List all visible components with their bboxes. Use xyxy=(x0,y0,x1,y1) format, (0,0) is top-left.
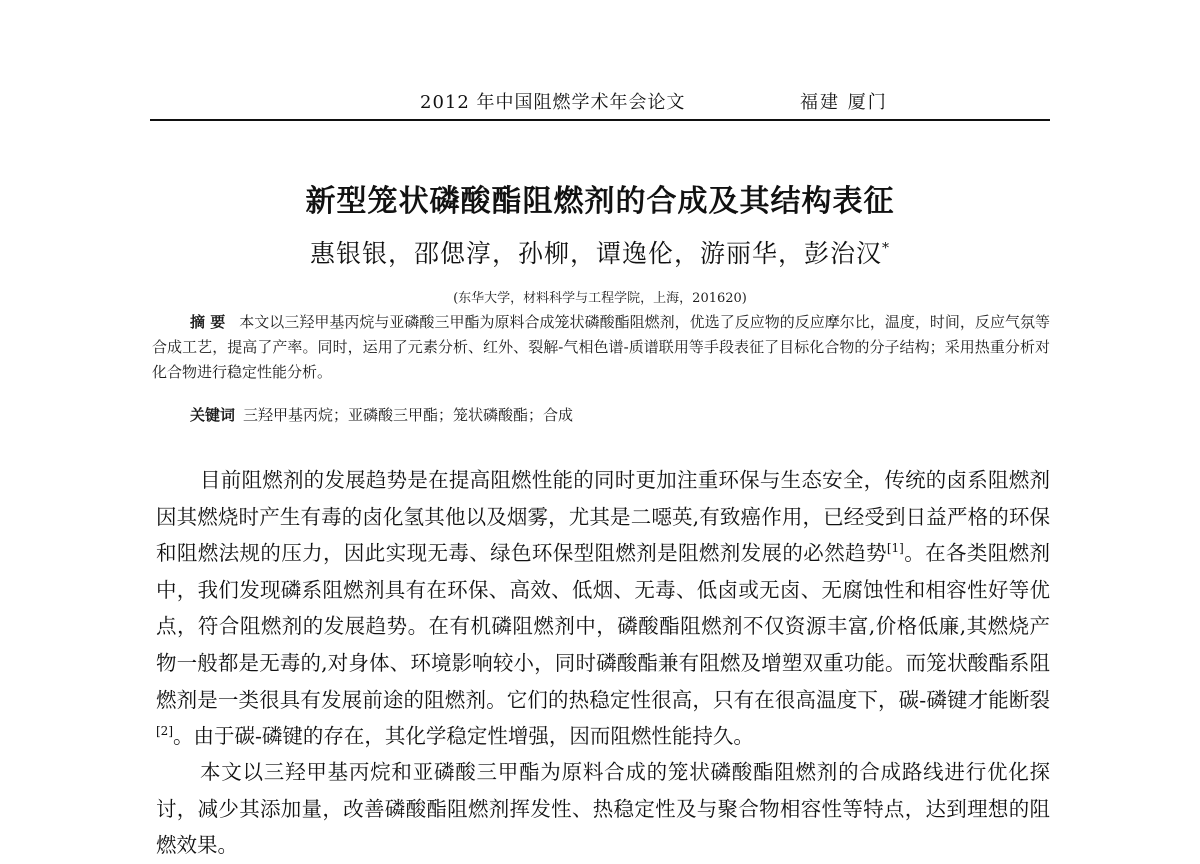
citation-2: [2] xyxy=(156,724,173,739)
body-paragraph-1-part-b: 。在各类阻燃剂中，我们发现磷系阻燃剂具有在环保、高效、低烟、无毒、低卤或无卤、无腐蚀性和相容性好等优点，符合阻燃剂的发展趋势。在有机磷阻燃剂中，磷酸酯阻燃剂不仅资源丰富,价格低廉,其燃烧产物一般都是无毒的,对身体、环境影响较小，同时磷酸酯兼有阻燃及增塑双重功能。而笼状酸酯系阻燃剂是一类很具有发展前途的阻燃剂。它们的热稳定性很高，只有在很高温度下，碳-磷键才能断裂 xyxy=(156,541,1051,712)
keywords-label: 关键词 xyxy=(190,406,236,424)
body-paragraph-2: 本文以三羟甲基丙烷和亚磷酸三甲酯为原料合成的笼状磷酸酯阻燃剂的合成路线进行优化探讨，减少其添加量，改善磷酸酯阻燃剂挥发性、热稳定性及与聚合物相容性等特点，达到理想的阻燃效果。 xyxy=(156,760,1050,858)
abstract xyxy=(152,310,1050,385)
running-header xyxy=(150,86,1050,114)
header-rule xyxy=(150,119,1050,121)
abstract-text: 本文以三羟甲基丙烷与亚磷酸三甲酯为原料合成笼状磷酸酯阻燃剂，优选了反应物的反应摩尔比，温度，时间，反应气氛等合成工艺，提高了产率。同时，运用了元素分析、红外、裂解-气相色谱-质谱联用等手段表征了目标化合物的分子结构；采用热重分析对化合物进行稳定性能分析。 xyxy=(152,313,1050,381)
conference-name: 2012 年中国阻燃学术年会论文 xyxy=(420,92,686,113)
body-paragraph-1 xyxy=(156,462,1050,755)
keywords xyxy=(190,404,1050,425)
corresponding-author-mark: * xyxy=(882,240,890,257)
citation-1: [1] xyxy=(886,541,904,556)
affiliation: (东华大学，材料科学与工程学院，上海，201620) xyxy=(453,291,747,306)
body-paragraph-1-part-c: 。由于碳-磷键的存在，其化学稳定性增强，因而阻燃性能持久。 xyxy=(173,724,754,749)
author-list xyxy=(150,234,1050,270)
conference-location: 福建 厦门 xyxy=(800,92,888,113)
abstract-label: 摘 要 xyxy=(190,313,226,331)
author-names: 惠银银，邵偲淳，孙柳，谭逸伦，游丽华，彭治汉 xyxy=(309,239,882,268)
body-paragraph-1-part-a: 目前阻燃剂的发展趋势是在提高阻燃性能的同时更加注重环保与生态安全，传统的卤系阻燃剂因其燃烧时产生有毒的卤化氢其他以及烟雾，尤其是二噁英,有致癌作用，已经受到日益严格的环保和阻燃法规的压力，因此实现无毒、绿色环保型阻燃剂是阻燃剂发展的必然趋势 xyxy=(156,468,1050,566)
paper-title: 新型笼状磷酸酯阻燃剂的合成及其结构表征 xyxy=(305,184,895,219)
keywords-text: 三羟甲基丙烷；亚磷酸三甲酯；笼状磷酸酯；合成 xyxy=(243,406,574,424)
